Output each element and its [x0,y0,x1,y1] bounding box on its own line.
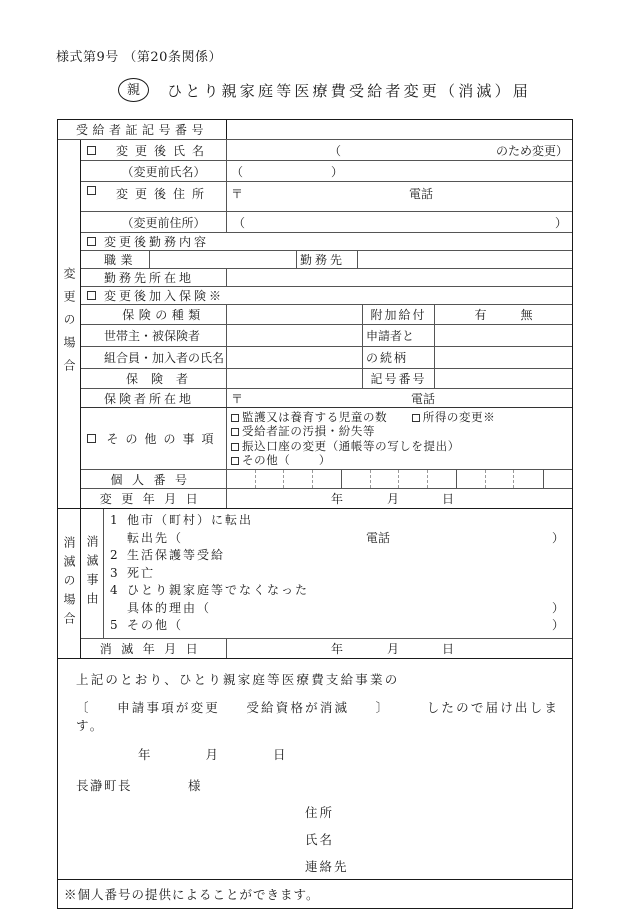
previous-address-row [81,212,572,233]
my-number-grid[interactable] [227,470,572,488]
expire-reason-2-text: 生活保護等受給 [127,548,226,562]
expire-reason-list [104,509,572,638]
insurer-address-row [81,389,572,408]
insurance-type-row [81,305,572,325]
expire-side-label: 消滅の場合 [58,509,81,658]
expire-date-input[interactable] [227,639,572,658]
insurance-type-input[interactable] [227,305,363,324]
declaration-bracket-close: 〕 [375,699,391,715]
insurer-label: 保険者 [125,372,201,386]
workplace-address-row [81,269,572,287]
other-option-line-2[interactable] [231,424,375,439]
previous-address-label: （変更前住所） [121,215,206,230]
declaration-option-expire[interactable]: 受給資格が消滅 [246,699,350,715]
reason-paren-open: （ [329,143,342,158]
expire-dest-tel-label: 電話 [366,530,391,545]
footer-note: ※個人番号の提供によることができます。 [64,886,320,902]
changed-work-label-cell [101,233,572,250]
relation-input-top[interactable] [435,325,572,346]
occupation-spacer [81,251,101,268]
insurer-spacer [81,369,101,388]
workplace-address-label: 勤務先所在地 [104,271,195,285]
insurer-row [81,369,572,389]
expire-reason-3[interactable] [110,565,572,583]
change-date-label: 変更年月日 [99,492,208,506]
change-date-year: 年 [331,492,344,506]
changed-insurance-label: 変更後加入保険※ [104,289,225,303]
expire-dest-close: ） [551,530,564,545]
page-title: ひとり親家庭等医療費受給者変更（消滅）届 [167,81,532,100]
expire-reason-5-close: ） [551,618,564,632]
prev-name-paren-close: ） [331,164,344,179]
occupation-input[interactable] [150,251,297,268]
other-option-line-4[interactable] [231,453,331,468]
changed-address-row [81,182,572,212]
recipient-number-row [58,120,572,140]
recipient-number-input[interactable] [227,120,572,139]
signature-contact-label[interactable]: 連絡先 [305,858,349,874]
expire-reason-5-text: その他（ [127,618,184,632]
relation-label-top: 申請者と [366,329,415,343]
previous-name-row [81,161,572,182]
symbol-number-input[interactable] [435,369,572,388]
title-row [56,78,576,102]
changed-work-label: 変更後勤務内容 [104,235,210,249]
declaration-date-line[interactable]: 年 月 日 [138,746,287,762]
other-option-2-label: 所得の変更※ [422,409,496,424]
other-option-2-checkbox[interactable] [412,414,420,422]
declaration-line-1: 上記のとおり、ひとり親家庭等医療費支給事業の [76,671,400,687]
insurer-tel-label: 電話 [411,391,436,406]
change-section [58,120,572,509]
extra-benefit-choice[interactable] [435,305,572,324]
change-date-row [81,489,572,508]
declaration-section [58,659,572,880]
relation-label-bottom: の続柄 [366,351,409,365]
previous-address-spacer [81,212,101,232]
workplace-label: 勤務先 [300,253,346,267]
changed-name-checkbox[interactable] [81,140,101,160]
footer-note-section [58,880,572,908]
expire-date-month: 月 [387,641,400,656]
change-date-input[interactable] [227,489,572,508]
changed-insurance-checkbox[interactable] [81,287,101,304]
prev-addr-paren-close: ） [554,215,567,230]
declaration-line-2 [76,698,572,734]
expire-reason-dest[interactable] [110,530,572,548]
member-name-row [81,347,572,369]
postal-mark-icon: 〒 [231,187,244,201]
previous-name-input[interactable] [227,161,572,181]
expire-reason-4[interactable] [110,582,572,600]
expire-reason-dest-text: 転出先（ [127,530,184,545]
expire-reason-2[interactable] [110,547,572,565]
extra-benefit-no[interactable]: 無 [520,308,533,322]
changed-name-input[interactable] [227,140,572,160]
previous-name-label: （変更前氏名） [121,164,206,179]
expire-reason-detail[interactable] [110,600,572,618]
other-option-5-checkbox[interactable] [231,457,239,465]
expire-reason-5[interactable] [110,617,572,635]
changed-work-checkbox[interactable] [81,233,101,250]
declaration-option-change[interactable]: 申請事項が変更 [117,699,220,715]
expire-date-row [81,639,572,658]
expire-detail-close: ） [551,600,564,615]
recipient-number-label: 受給者証記号番号 [75,123,208,137]
household-head-spacer [81,325,101,346]
declaration-tail: したので届け出します。 [76,699,560,733]
expire-reason-1-no: 1 [110,513,118,527]
expire-section [58,509,572,659]
seal-icon: 親 [118,78,149,102]
signature-block [58,803,572,875]
other-option-line-1[interactable] [231,410,495,425]
household-head-label: 世帯主・被保険者 [104,329,201,343]
expire-reason-4-no: 4 [110,583,118,597]
expire-reason-3-no: 3 [110,565,118,580]
relation-input-bottom[interactable] [435,347,572,368]
other-matters-options [227,408,572,469]
expire-reason-3-text: 死亡 [127,565,156,580]
other-option-4-checkbox[interactable] [231,443,239,451]
other-option-line-3[interactable] [231,439,460,454]
signature-name-label[interactable]: 氏名 [305,831,335,847]
expire-date-day: 日 [442,641,455,656]
changed-address-input[interactable] [227,182,572,211]
expire-reason-1[interactable] [110,512,572,530]
declaration-bracket-open: 〔 [76,699,91,715]
occupation-label: 職業 [104,253,138,267]
other-option-1-checkbox[interactable] [231,414,239,422]
expire-reason-1-text: 他市（町村）に転出 [127,513,254,527]
insurer-address-spacer [81,389,101,407]
change-side-label: 変更の場合 [58,140,81,508]
insurer-address-input[interactable] [227,389,572,407]
extra-benefit-yes[interactable]: 有 [474,308,487,322]
member-name-label: 組合員・加入者の氏名 [104,351,225,365]
other-option-4-label: 振込口座の変更（通帳等の写しを提出） [242,438,460,453]
member-name-input[interactable] [227,347,363,368]
changed-insurance-label-cell [101,287,572,304]
household-head-row [81,325,572,347]
insurer-address-label: 保険者所在地 [104,391,195,406]
other-matters-label: その他の事項 [106,432,221,446]
changed-work-row [81,233,572,251]
expire-reason-detail-text: 具体的理由（ [127,600,212,615]
prev-name-paren-open: （ [231,164,244,179]
other-matters-checkbox[interactable] [81,408,101,469]
household-head-input[interactable] [227,325,363,346]
extra-benefit-label: 附加給付 [370,308,427,322]
expire-reason-2-no: 2 [110,548,118,562]
other-option-3-label: 受給者証の汚損・紛失等 [242,424,376,438]
change-date-day: 日 [442,492,455,506]
other-matters-row [81,408,572,470]
prev-addr-paren-open: （ [233,215,246,230]
signature-address-label[interactable]: 住所 [305,804,335,820]
insurer-input[interactable] [227,369,363,388]
previous-address-input[interactable] [227,212,572,232]
changed-address-label: 変更後住所 [115,187,211,201]
form-number: 様式第9号 （第20条関係） [56,50,222,65]
workplace-address-input[interactable] [227,269,572,286]
changed-name-label: 変更後氏名 [115,143,211,158]
insurance-type-spacer [81,305,101,324]
previous-name-spacer [81,161,101,181]
address-tel-label: 電話 [409,187,434,201]
declaration-addressee: 長瀞町長 様 [76,777,203,793]
insurer-postal-mark-icon: 〒 [231,391,244,406]
workplace-address-spacer [81,269,101,286]
form-table [57,119,573,909]
other-option-3-checkbox[interactable] [231,428,239,436]
changed-address-checkbox[interactable] [81,182,101,211]
insurance-type-label: 保険の種類 [122,308,205,322]
symbol-number-label: 記号番号 [370,372,427,386]
member-name-spacer [81,347,101,368]
changed-insurance-row [81,287,572,305]
reason-suffix: のため変更） [495,143,568,158]
change-date-month: 月 [387,492,400,506]
expire-reason-5-no: 5 [110,618,118,632]
expire-date-year: 年 [331,641,344,656]
my-number-label: 個人番号 [110,472,197,487]
changed-name-row [81,140,572,161]
expire-reason-label: 消滅事由 [81,509,104,638]
occupation-row [81,251,572,269]
expire-date-label: 消滅年月日 [99,641,208,656]
other-option-5-label: その他（ ） [242,453,331,467]
other-option-1-label: 監護又は養育する児童の数 [242,409,388,424]
expire-reason-4-text: ひとり親家庭等でなくなった [127,583,310,597]
my-number-row [81,470,572,489]
workplace-input[interactable] [358,251,572,268]
